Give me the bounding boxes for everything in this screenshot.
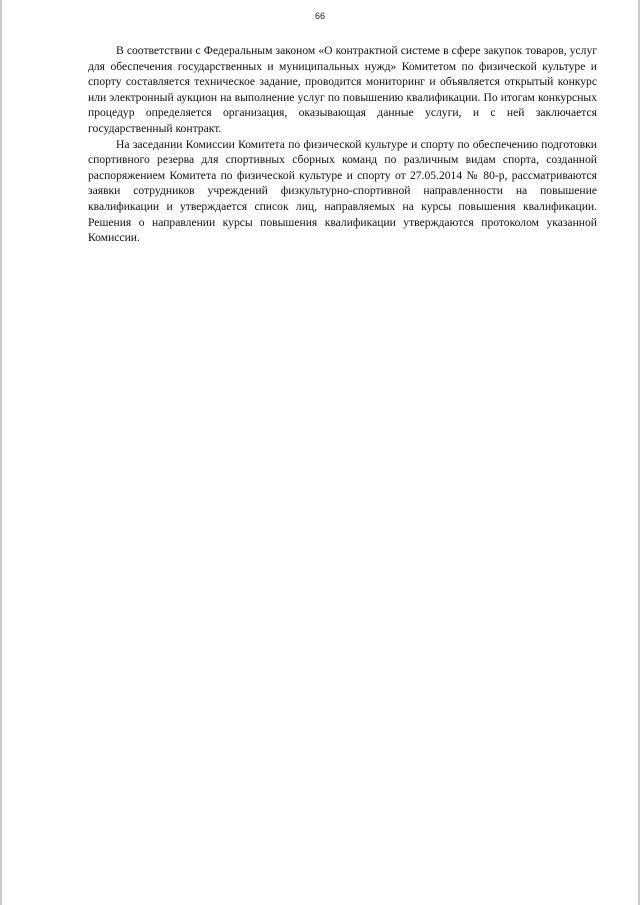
scan-edge-left <box>0 0 2 905</box>
page-number: 66 <box>314 11 325 21</box>
paragraph-commission-meeting: На заседании Комиссии Комитета по физической культуре и спорту по обеспечению подготовки спортивного резерва для спортивных сборных команд по различным видам спорта, созданной распоряжением Комитета по физической культуре и спорту от 27.05.2014 № 80-р, рассматриваются заявки сотрудников учреждений физкультурно-спортивной направленности на повышение квалификации и утверждается список лиц, направляемых на курсы повышения квалификации. Решения о направлении курсы повышения квалификации утверждаются протоколом указанной Комиссии. <box>88 137 597 245</box>
body-text <box>88 43 597 246</box>
paragraph-contract-system: В соответствии с Федеральным законом «О контрактной системе в сфере закупок товаров, услуг для обеспечения государственных и муниципальных нужд» Комитетом по физической культуре и спорту составляется техническое задание, проводится мониторинг и объявляется открытый конкурс или электронный аукцион на выполнение услуг по повышению квалификации. По итогам конкурсных процедур определяется организация, оказывающая данные услуги, и с ней заключается государственный контракт. <box>88 44 597 135</box>
